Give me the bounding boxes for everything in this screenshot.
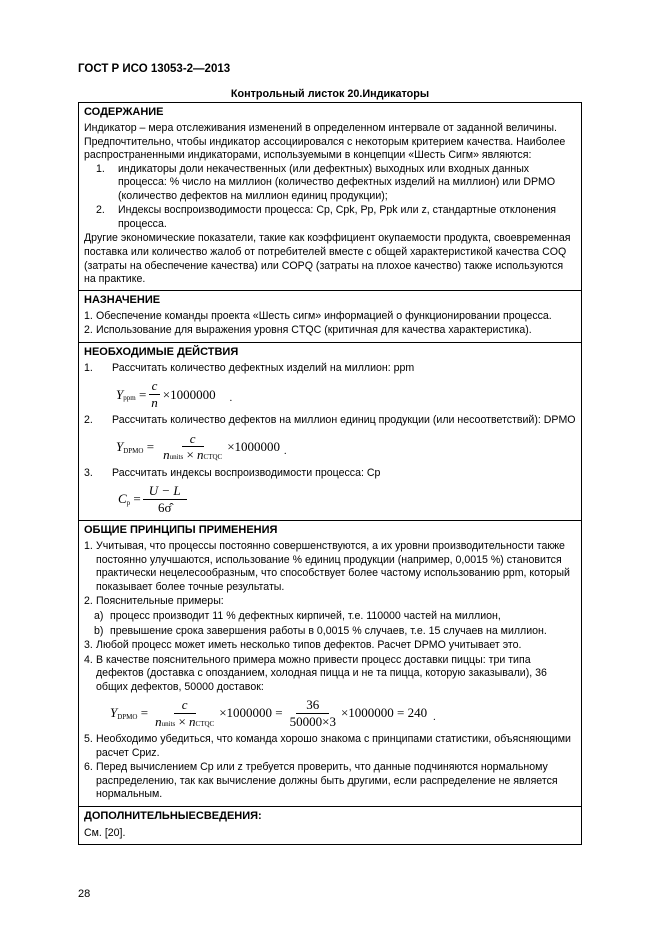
list-item <box>84 414 577 428</box>
formula-subscript: CTQC <box>195 719 215 728</box>
sub-list-text: процесс производит 11 % дефектных кирпичей, т.е. 110000 частей на миллион, <box>110 610 501 623</box>
formula-numerator: c <box>149 379 161 394</box>
list-number: 1. <box>96 162 105 175</box>
list-text: Рассчитать количество дефектных изделий на миллион: ppm <box>112 361 415 374</box>
content-outro: Другие экономические показатели, такие как коэффициент окупаемости продукта, своевременная поставка или количество жалоб от потребителей вместе с общей характеристикой качества COQ (затраты на обеспечение качества) или COPQ (затраты на плохое качество) также используются на практике. <box>84 232 571 286</box>
additional-text: См. [20]. <box>84 827 126 839</box>
list-text: Обеспечение команды проекта «Шесть сигм» информацией о функционировании процесса. <box>96 309 552 322</box>
formula-numerator: c <box>182 432 204 447</box>
list-text: Перед вычислением Cp или z требуется проверить, что данные подчиняются нормальному распределению, так как вычисление должны быть другими, если распределение не является нормальным. <box>96 761 558 801</box>
list-text: Рассчитать количество дефектов на миллион единиц продукции (или несоответствий): DPMO <box>112 414 576 427</box>
additional-heading: ДОПОЛНИТЕЛЬНЫЕСВЕДЕНИЯ: <box>84 809 262 822</box>
list-item <box>84 654 577 695</box>
list-text: Любой процесс может иметь несколько типов дефектов. Расчет DPMO учитывает это. <box>96 639 522 652</box>
principles-section <box>79 520 581 806</box>
actions-heading: НЕОБХОДИМЫЕ ДЕЙСТВИЯ <box>84 345 239 358</box>
formula-symbol: Y <box>116 386 124 402</box>
formula-fraction <box>287 698 339 729</box>
sub-list-item <box>84 625 577 639</box>
formula-denominator: nunits × nCTQC <box>163 447 223 463</box>
list-item <box>84 761 577 802</box>
list-item <box>84 204 577 231</box>
formula-subscript: units <box>169 453 184 462</box>
list-number: 1. <box>84 540 93 553</box>
formula-period: . <box>433 712 436 724</box>
formula-fraction <box>148 379 161 410</box>
formula-subscript: p <box>126 499 131 508</box>
formula-numerator: 36 <box>296 698 329 713</box>
content-intro: Индикатор – мера отслеживания изменений в определенном интервале от заданной величины. Предпочтительно, чтобы индикатор ассоциировался с некоторым критерием качества. Наиболее распространенными индикаторами, используемыми в концепции «Шесть Сигм» являются: <box>84 122 566 162</box>
formula-multiplier: ×1000000 <box>162 386 216 402</box>
purpose-section <box>79 290 581 342</box>
formula-pizza-example: Y DPMO = $\frac{c}{\text{nunits × nCTQC}}$ ×1000000 = $\frac{36}{50000\times 3}$ ×1000000 = 240 . <box>110 697 436 729</box>
formula-dpmo: Y DPMO = $\frac{c}{\text{nunits × nCTQC}}$ ×1000000 . <box>116 430 287 463</box>
formula-multiplier: ×1000000 = <box>219 705 283 721</box>
list-text: Необходимо убедиться, что команда хорошо знакома с принципами статистики, объясняющими расчет Cpиz. <box>96 733 571 759</box>
list-number: 2. <box>84 324 93 337</box>
formula-subscript: DPMO <box>117 713 138 722</box>
formula-symbol: Y <box>110 705 118 721</box>
content-heading: СОДЕРЖАНИЕ <box>84 106 164 118</box>
formula-subscript: CTQC <box>203 453 223 462</box>
actions-section <box>79 342 581 520</box>
formula-variable: n <box>155 713 162 729</box>
formula-numerator: c <box>174 698 196 713</box>
list-text: индикаторы доли некачественных (или дефектных) выходных или входных данных процесса: % число на миллион (количество дефектных изделий на миллион) или DPMO (количество дефектов на миллион единиц продукции); <box>118 162 556 202</box>
list-text: Учитывая, что процессы постоянно совершенствуются, а их уровни производительности также постоянно улучшаются, использование % единиц продукции (например, 0,0015 %) становится практически нецелесообразным, что способствует более частому использованию ppm, который показывает более точные результаты. <box>96 540 570 593</box>
list-number: 3. <box>84 466 93 479</box>
sub-list-letter: b) <box>94 624 104 637</box>
list-text: Индексы воспроизводимости процесса: Cp, Cpk, Pp, Ppk или z, стандартные отклонения процесса. <box>118 204 557 230</box>
formula-variable: n <box>163 447 170 463</box>
formula-denominator: 50000×3 <box>289 713 336 729</box>
list-item <box>84 733 577 760</box>
list-number: 5. <box>84 733 93 746</box>
list-number: 4. <box>84 653 93 666</box>
list-number: 1. <box>84 309 93 322</box>
purpose-heading: НАЗНАЧЕНИЕ <box>84 293 161 306</box>
list-number: 6. <box>84 761 93 774</box>
formula-period: . <box>284 445 287 457</box>
list-item <box>84 639 577 653</box>
formula-subscript: DPMO <box>123 446 144 455</box>
formula-cp: C p = $\frac{U - L}{6\sigmâ}$ <box>118 484 577 515</box>
formula-symbol: C <box>118 491 127 507</box>
formula-result: ×1000000 = 240 <box>340 705 428 721</box>
sub-list-letter: a) <box>94 610 104 623</box>
formula-subscript: units <box>161 719 176 728</box>
formula-denominator: n <box>151 394 158 410</box>
formula-subscript: ppm <box>123 394 136 403</box>
sub-list-text: превышение срока завершения работы в 0,0015 % случаев, т.е. 15 случаев на миллион. <box>110 624 547 637</box>
list-item <box>84 324 577 338</box>
list-number: 1. <box>84 361 93 374</box>
formula-denominator: 6σ̂ <box>157 499 172 515</box>
formula-variable: n <box>197 447 204 463</box>
content-list <box>84 163 577 232</box>
checklist-table <box>78 102 582 845</box>
list-text: Использование для выражения уровня CTQC (критичная для качества характеристика). <box>96 324 532 337</box>
list-number: 2. <box>84 414 93 427</box>
list-number: 2. <box>84 595 93 608</box>
list-text: В качестве пояснительного примера можно привести процесс доставки пиццы: три типа дефектов (доставка с опозданием, холодная пицца и не та пицца, которую заказывали), 36 общих дефектов, 50000 доставок: <box>96 653 547 693</box>
list-item <box>84 467 577 481</box>
list-item <box>84 540 577 594</box>
additional-section <box>79 806 581 844</box>
formula-symbol: Y <box>116 439 124 454</box>
formula-ppm: Y ppm = $\frac{c}{n}$ ×1000000 . <box>116 378 233 410</box>
sub-list-item <box>84 610 577 624</box>
list-item <box>84 310 577 324</box>
checklist-title: Контрольный листок 20.Индикаторы <box>230 88 430 100</box>
content-section <box>79 103 581 290</box>
formula-fraction <box>152 698 217 729</box>
formula-multiplier: ×1000000 <box>227 439 281 454</box>
page-number: 28 <box>78 888 91 900</box>
list-text: Рассчитать индексы воспроизводимости процесса: Cp <box>112 466 381 479</box>
list-item <box>84 163 577 204</box>
formula-numerator: U − L <box>143 484 187 499</box>
formula-fraction <box>143 484 187 515</box>
formula-variable: n <box>189 713 196 729</box>
formula-denominator: nunits × nCTQC <box>155 713 215 729</box>
formula-period: . <box>229 393 233 405</box>
list-item <box>84 595 577 609</box>
document-header: ГОСТ Р ИСО 13053-2—2013 <box>78 63 231 75</box>
principles-heading: ОБЩИЕ ПРИНЦИПЫ ПРИМЕНЕНИЯ <box>84 524 278 537</box>
list-number: 3. <box>84 639 93 652</box>
list-item <box>84 362 577 376</box>
list-text: Пояснительные примеры: <box>96 595 224 608</box>
list-number: 2. <box>96 204 105 217</box>
formula-fraction <box>160 432 225 463</box>
